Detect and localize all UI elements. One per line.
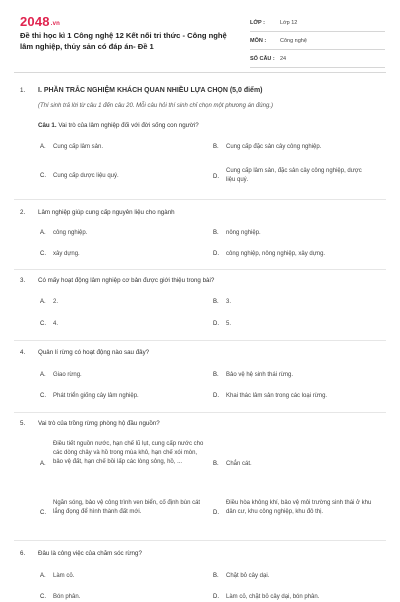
question-1-stem: Câu 1. Vai trò của lâm nghiệp đối với đời sống con người? [38,122,199,129]
meta-row-count: SỐ CÂU : 24 [250,50,385,68]
section-instruction: (Thí sinh trả lời từ câu 1 đến câu 20. Mỗi câu hỏi thí sinh chỉ chọn một phương án đúng.) [38,103,273,109]
meta-row-subject: MÔN : Công nghệ [250,32,385,50]
meta-info [250,14,385,68]
question-separator [14,340,386,341]
site-logo[interactable]: 2048.vn [20,14,61,29]
question-separator [14,269,386,270]
page-header [0,0,400,70]
document-title: Đề thi học kì 1 Công nghệ 12 Kết nối tri thức - Công nghệ lâm nghiệp, thủy sản có đáp án- Đề 1 [20,31,227,51]
meta-row-class: LỚP : Lớp 12 [250,14,385,32]
question-separator [14,540,386,541]
header-divider [14,72,386,73]
question-separator [14,412,386,413]
question-separator [14,199,386,200]
